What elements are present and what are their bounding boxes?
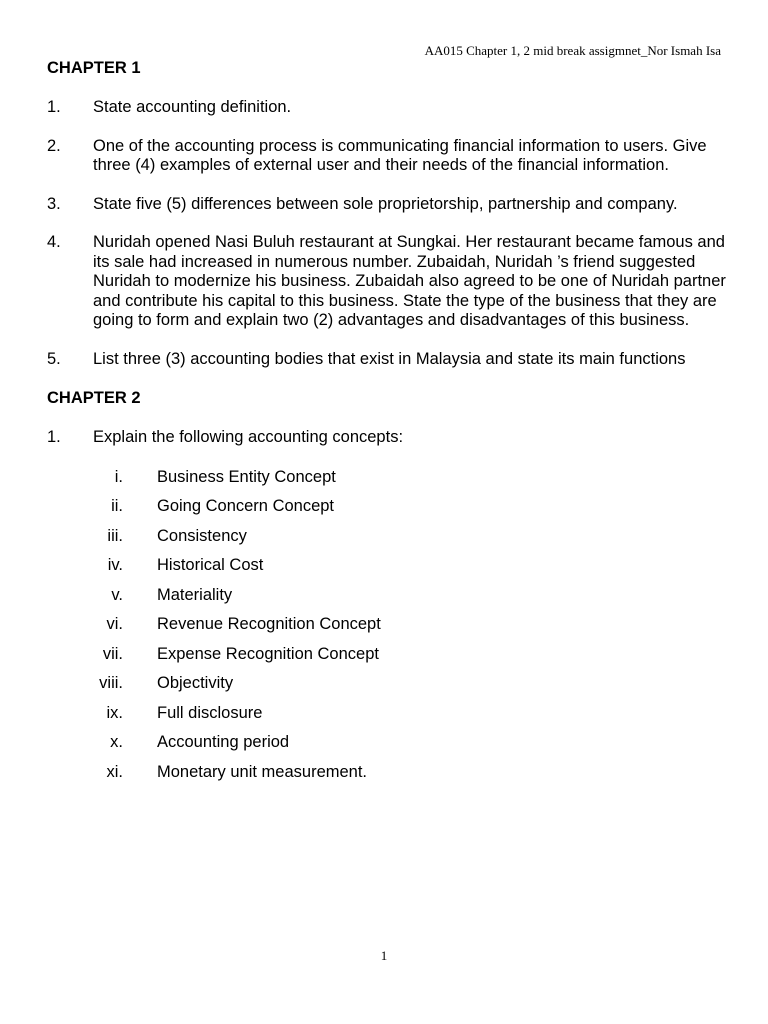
list-item <box>47 496 727 526</box>
list-item-number: viii. <box>99 674 123 692</box>
list-item-number: vi. <box>106 615 123 633</box>
chapter-1-question-1 <box>47 98 727 118</box>
accounting-concepts-list <box>47 467 727 792</box>
chapter-1-question-5 <box>47 350 727 370</box>
list-item-text: Monetary unit measurement. <box>157 762 368 781</box>
list-item-text: Expense Recognition Concept <box>157 644 379 663</box>
list-item-text: Business Entity Concept <box>157 467 336 486</box>
document-header-note: AA015 Chapter 1, 2 mid break assigmnet_Nor Ismah Isa <box>424 43 721 58</box>
list-item <box>47 732 727 762</box>
question-number: 2. <box>47 136 61 155</box>
question-text: One of the accounting process is communicating financial information to users. Give three (4) examples of external user and their needs of the financial information. <box>93 136 707 174</box>
list-item-text: Materiality <box>157 585 233 604</box>
chapter-1-question-4 <box>47 233 727 331</box>
list-item <box>47 555 727 585</box>
list-item-text: Consistency <box>157 526 247 545</box>
list-item <box>47 644 727 674</box>
list-item-number: x. <box>110 733 123 751</box>
list-item <box>47 467 727 497</box>
chapter-1-question-2 <box>47 137 727 176</box>
list-item-text: Revenue Recognition Concept <box>157 615 381 633</box>
list-item-number: ii. <box>111 497 123 515</box>
list-item-number: v. <box>111 585 123 604</box>
list-item-number: iii. <box>107 526 123 545</box>
list-item <box>47 762 727 792</box>
chapter-1-title: CHAPTER 1 <box>47 59 141 77</box>
question-number: 4. <box>47 233 61 251</box>
list-item <box>47 585 727 615</box>
question-number: 1. <box>47 98 61 116</box>
list-item <box>47 614 727 644</box>
chapter-1-question-3 <box>47 195 727 215</box>
list-item <box>47 703 727 733</box>
list-item-number: iv. <box>107 556 123 574</box>
document-body <box>47 58 727 791</box>
list-item-number: ix. <box>106 703 123 722</box>
list-item-text: Historical Cost <box>157 556 264 574</box>
list-item-text: Objectivity <box>157 674 234 692</box>
question-text: Explain the following accounting concepts: <box>93 428 404 446</box>
list-item-number: xi. <box>106 762 123 781</box>
question-text: State accounting definition. <box>93 98 292 116</box>
question-text: State five (5) differences between sole proprietorship, partnership and company. <box>93 194 678 213</box>
question-text: Nuridah opened Nasi Buluh restaurant at Sungkai. Her restaurant became famous and its sale had increased in numerous number. Zubaidah, Nuridah ’s friend suggested Nuridah to modernize his business. Zubaidah also agreed to be one of Nuridah partner and contribute his capital to this business. State the type of the business that they are going to form and explain two (2) advantages and disadvantages of this business. <box>93 233 726 329</box>
page-number: 1 <box>380 948 388 963</box>
list-item-text: Accounting period <box>157 733 290 751</box>
question-number: 3. <box>47 194 61 213</box>
chapter-2-question-1 <box>47 428 727 448</box>
question-number: 5. <box>47 349 61 368</box>
question-number: 1. <box>47 428 61 446</box>
list-item-text: Going Concern Concept <box>157 497 335 515</box>
list-item-number: i. <box>114 467 123 486</box>
question-text: List three (3) accounting bodies that exist in Malaysia and state its main functions <box>93 349 686 368</box>
list-item <box>47 526 727 556</box>
list-item <box>47 673 727 703</box>
list-item-text: Full disclosure <box>157 703 263 722</box>
list-item-number: vii. <box>102 644 123 663</box>
chapter-2-title: CHAPTER 2 <box>47 389 141 407</box>
